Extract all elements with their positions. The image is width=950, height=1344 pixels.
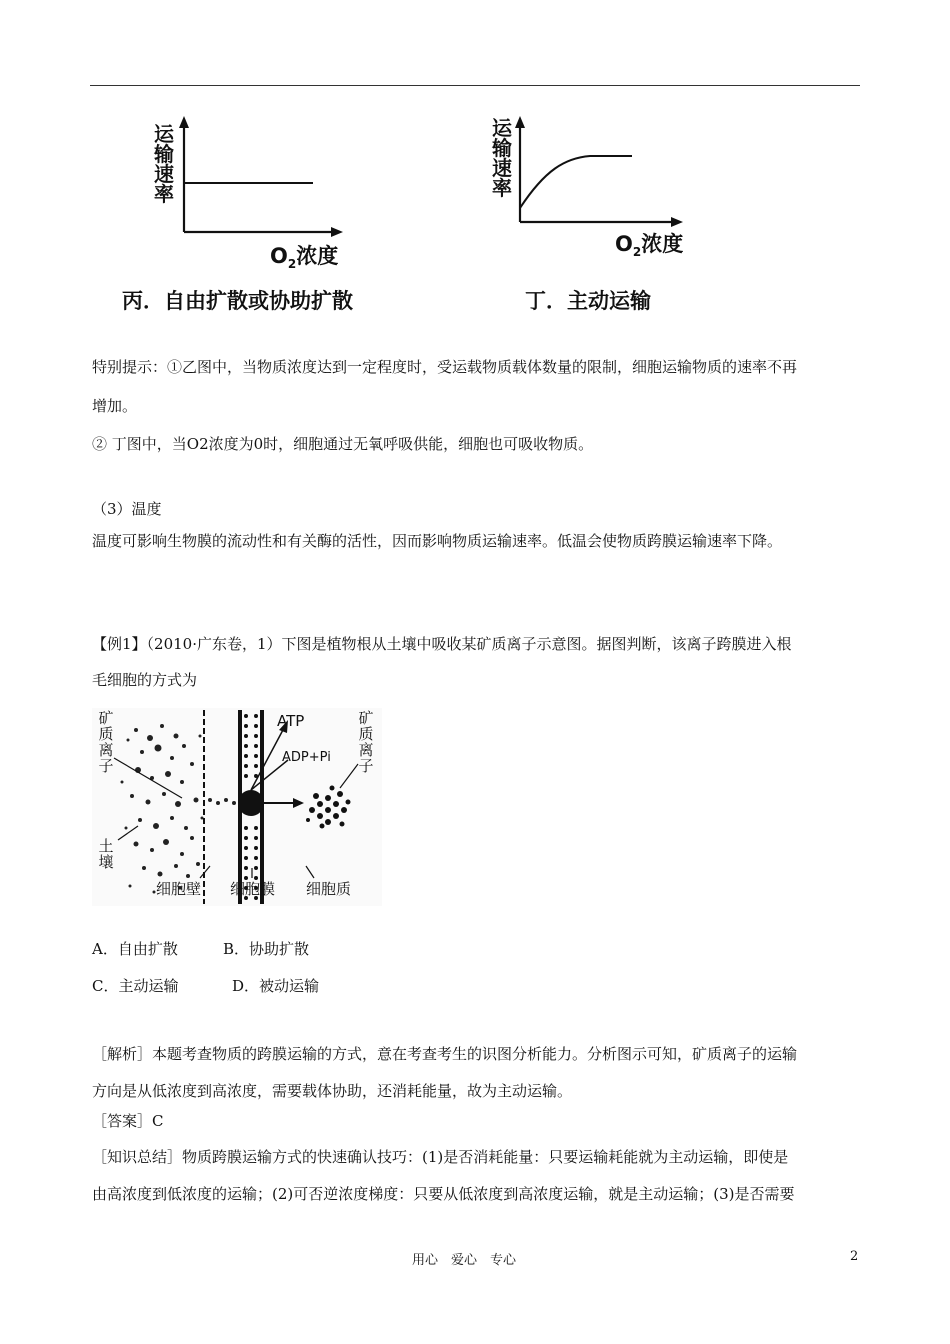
analysis-line-1: ［解析］本题考查物质的跨膜运输的方式，意在考查考生的识图分析能力。分析图示可知，矿质离子的运输	[92, 1045, 798, 1063]
analysis-line-2: 方向是从低浓度到高浓度，需要载体协助，还消耗能量，故为主动运输。	[92, 1082, 573, 1100]
summary-line-1: ［知识总结］物质跨膜运输方式的快速确认技巧：(1)是否消耗能量：只要运输耗能就为主动运输，即使是	[92, 1148, 789, 1166]
option-b: B．协助扩散	[223, 940, 310, 958]
graph-right-xlabel: $O_2$浓度	[615, 232, 684, 260]
temperature-body: 温度可影响生物膜的流动性和有关酶的活性，因而影响物质运输速率。低温会使物质跨膜运输速率下降。	[92, 532, 783, 550]
footer-motto: 用心 爱心 专心	[412, 1253, 517, 1268]
graph-right-caption: 丁．主动运输	[525, 289, 651, 313]
page-number: 2	[850, 1249, 859, 1264]
carrier-protein	[238, 790, 264, 816]
label-cell-membrane: 细胞膜	[230, 880, 276, 898]
graph-left-xlabel: $O_2$浓度	[270, 244, 339, 272]
header-rule	[90, 85, 860, 86]
figure-drawing	[92, 708, 382, 906]
label-atp: ATP	[277, 712, 305, 730]
graph-right-ylabel: 运 输 速 率	[492, 116, 512, 200]
temperature-heading: （3）温度	[92, 500, 162, 518]
tip-line-2: 增加。	[92, 397, 138, 415]
example-line-1: 【例1】（2010·广东卷，1）下图是植物根从土壤中吸收某矿质离子示意图。据图判断，该离子跨膜进入根	[92, 635, 792, 653]
label-soil: 土 壤	[98, 837, 114, 871]
tip-line-1: 特别提示：①乙图中，当物质浓度达到一定程度时，受运载物质载体数量的限制，细胞运输物质的速率不再	[92, 358, 798, 376]
label-cytoplasm: 细胞质	[306, 880, 352, 898]
option-a: A．自由扩散	[92, 940, 178, 958]
option-c: C．主动运输	[92, 977, 179, 995]
graph-left-caption: 丙．自由扩散或协助扩散	[122, 289, 353, 313]
tip-line-3: ② 丁图中，当O2浓度为0时，细胞通过无氧呼吸供能，细胞也可吸收物质。	[92, 435, 594, 453]
example-line-2: 毛细胞的方式为	[92, 671, 198, 689]
summary-line-2: 由高浓度到低浓度的运输；(2)可否逆浓度梯度：只要从低浓度到高浓度运输，就是主动运输；(3)是否需要	[92, 1185, 795, 1203]
rate-curve-saturating	[520, 156, 632, 208]
label-soil-ion: 矿 质 离 子	[98, 709, 114, 775]
root-ion-absorption-figure	[92, 708, 382, 906]
label-cytoplasm-ion: 矿 质 离 子	[358, 709, 374, 775]
label-cell-wall: 细胞壁	[156, 880, 202, 898]
option-d: D．被动运输	[232, 977, 320, 995]
graph-left-ylabel: 运 输 速 率	[154, 122, 174, 206]
answer: ［答案］C	[92, 1112, 164, 1130]
label-adp: ADP+Pi	[282, 750, 331, 765]
